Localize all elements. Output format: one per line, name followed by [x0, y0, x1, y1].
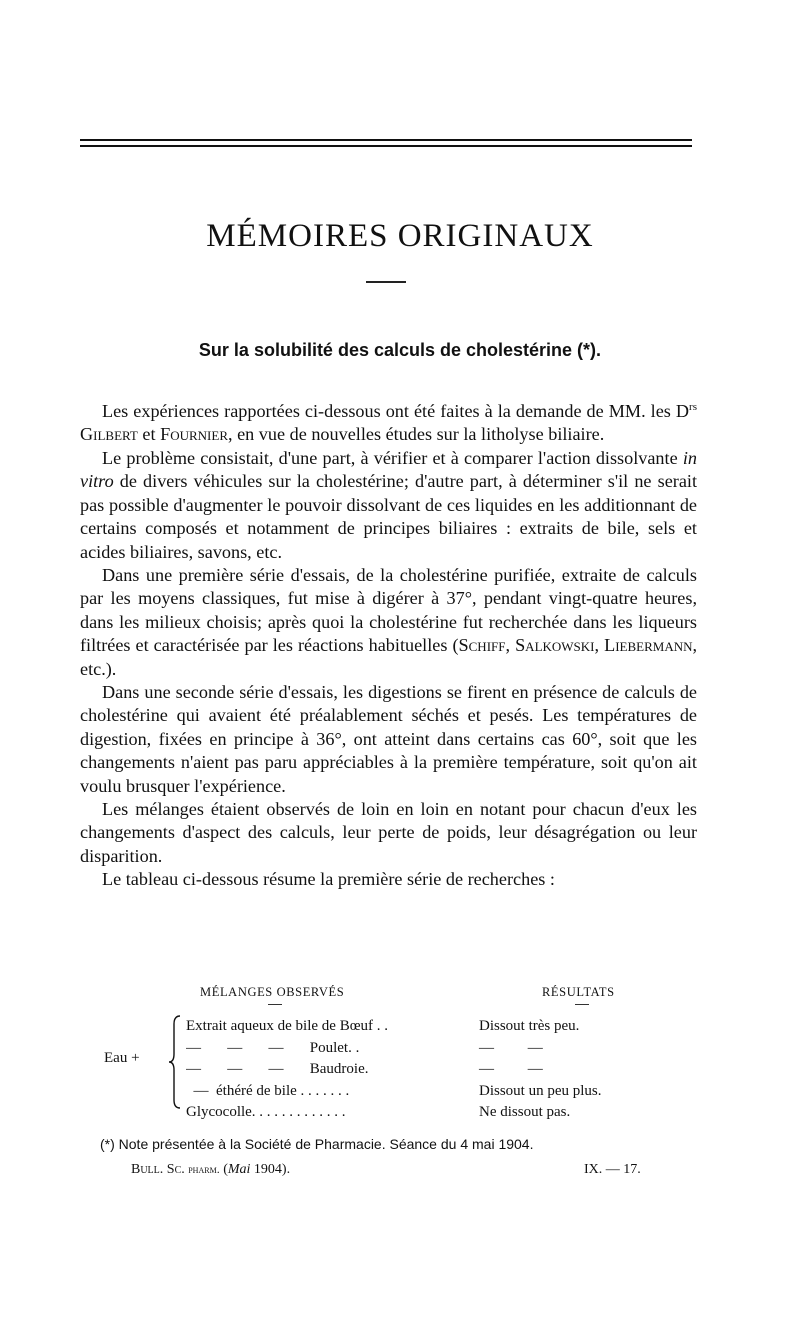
table-group-label: Eau +: [104, 1050, 140, 1066]
paragraph-1-text-d: , en vue de nouvelles études sur la litholyse biliaire.: [228, 424, 605, 445]
mixture-cell: — éthéré de bile . . . . . . .: [186, 1082, 350, 1099]
journal-year: 1904).: [250, 1162, 291, 1177]
mixture-cell: Extrait aqueux de bile de Bœuf . .: [186, 1018, 389, 1034]
article-title: Sur la solubilité des calculs de cholestérine (*).: [198, 340, 602, 360]
result-cell: Dissout un peu plus.: [479, 1082, 602, 1099]
reaction-liebermann: Liebermann: [604, 635, 693, 656]
curly-brace-icon: [168, 1014, 182, 1110]
table-header-dash-left: [268, 1004, 282, 1005]
result-cell: Ne dissout pas.: [479, 1104, 571, 1120]
paragraph-1-text-c: et: [137, 424, 161, 445]
table-row: [186, 1059, 646, 1081]
paragraph-1: [80, 396, 697, 447]
reaction-schiff: Schiff: [458, 635, 506, 656]
doctors-superscript: rs: [689, 401, 697, 413]
paragraph-4: Dans une seconde série d'essais, les digestions se firent en présence de calculs de cholestérine qui avaient été préalablement séchés et pesés. Les températures de digestion, fixées en principe à 36°, ont atteint dans certains cas 60°, soit que les changements n'aient pas paru appréciables à la première température, soit qu'on ait voulu brusquer l'expérience.: [80, 681, 697, 796]
paragraph-1-text-a: Les expériences rapportées ci-dessous ont été faites à la demande de MM. les D: [102, 401, 690, 422]
table-row: [186, 1016, 646, 1038]
table-row: [186, 1081, 646, 1103]
reaction-salkowski: Salkowski: [515, 635, 595, 656]
result-cell: — —: [479, 1039, 543, 1056]
author-gilbert: Gilbert: [80, 424, 138, 445]
paragraph-2-text-b: de divers véhicules sur la cholestérine; d'autre part, à déterminer s'il ne serait pas possible d'augmenter le pouvoir dissolvant de ces liquides en les additionnant de certains composés et notamment de principes biliaires : extraits de bile, sels et acides biliaires, savons, etc.: [80, 471, 697, 562]
mixture-cell: — — — Poulet. .: [186, 1039, 360, 1056]
journal-citation: [131, 1162, 290, 1178]
journal-open-paren: (: [219, 1162, 228, 1177]
in-vitro-italic: in vitro: [80, 447, 697, 492]
top-rule-line-1: [80, 139, 692, 141]
journal-name: Bull. Sc.: [131, 1162, 189, 1177]
paragraph-3-sep-2: ,: [594, 635, 605, 656]
page-reference: IX. — 17.: [584, 1162, 641, 1177]
journal-pharm: pharm.: [188, 1162, 220, 1176]
table-header-dash-right: [575, 1004, 589, 1005]
table-header-mixtures: MÉLANGES OBSERVÉS: [200, 985, 345, 999]
paragraph-3-text-b: , etc.).: [80, 635, 698, 679]
table-header-results: RÉSULTATS: [542, 985, 615, 999]
table-row: [186, 1102, 646, 1124]
journal-month: Mai: [227, 1162, 251, 1177]
results-table: [186, 1016, 646, 1124]
section-title: MÉMOIRES ORIGINAUX: [206, 218, 594, 254]
article-body: [80, 396, 697, 892]
paragraph-3: [80, 564, 697, 681]
top-rule-line-2: [80, 145, 692, 147]
mixture-cell: — — — Baudroie.: [186, 1061, 369, 1077]
paragraph-3-sep-1: ,: [505, 635, 516, 656]
result-cell: — —: [479, 1061, 543, 1077]
paragraph-6: Le tableau ci-dessous résume la première série de recherches :: [102, 869, 555, 890]
table-row: [186, 1038, 646, 1060]
mixture-cell: Glycocolle. . . . . . . . . . . . .: [186, 1104, 346, 1120]
paragraph-2-text-a: Le problème consistait, d'une part, à vérifier et à comparer l'action dissolvante: [102, 447, 683, 468]
author-fournier: Fournier: [160, 424, 228, 445]
title-separator: [366, 281, 406, 283]
result-cell: Dissout très peu.: [479, 1018, 580, 1034]
footnote: (*) Note présentée à la Société de Pharmacie. Séance du 4 mai 1904.: [100, 1136, 534, 1152]
paragraph-2: [80, 447, 697, 564]
paragraph-5: Les mélanges étaient observés de loin en loin en notant pour chacun d'eux les changements d'aspect des calculs, leur perte de poids, leur désagrégation ou leur disparition.: [80, 798, 697, 866]
paragraph-3-text-a: Dans une première série d'essais, de la cholestérine purifiée, extraite de calculs par les moyens classiques, fut mise à digérer à 37°, pendant vingt-quatre heures, dans les milieux choisis; après quoi la cholestérine fut recherchée dans les liqueurs filtrées et caractérisée par les réactions habituelles (: [80, 564, 697, 656]
